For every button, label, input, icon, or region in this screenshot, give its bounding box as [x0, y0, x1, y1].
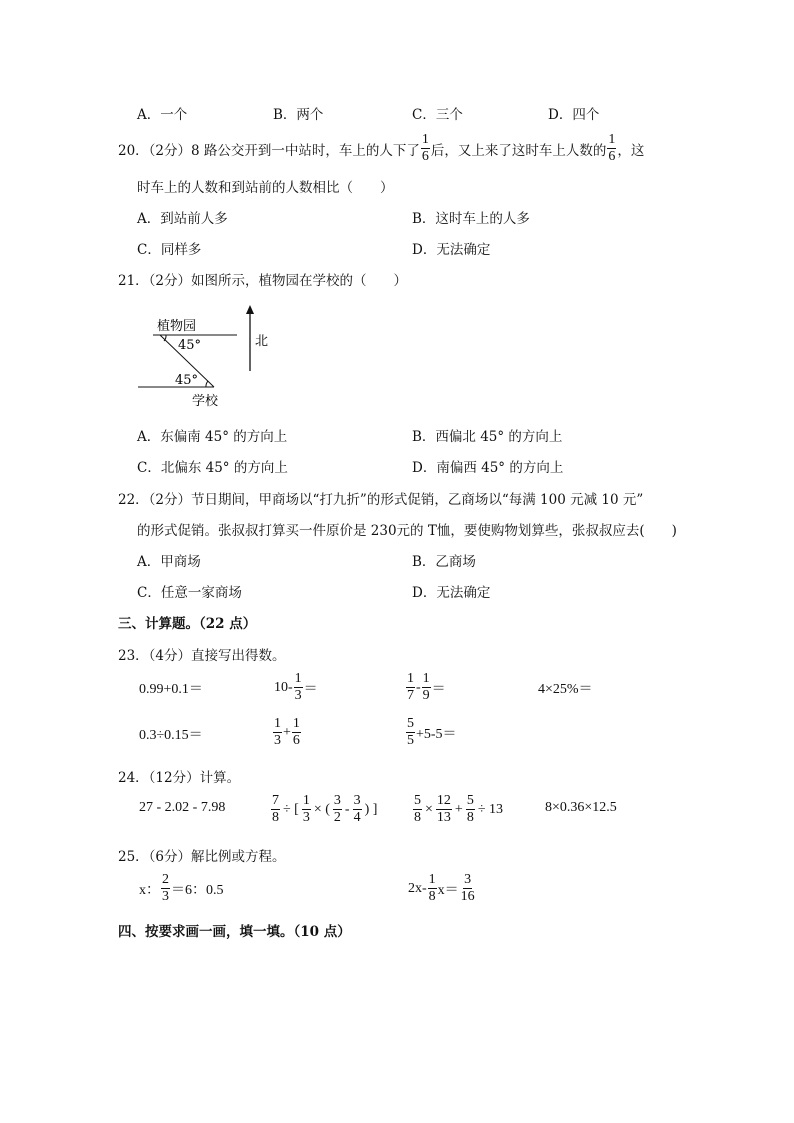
- q20-fraction-2: $\frac{1}{6}$: [608, 132, 616, 164]
- q23-expr-4: 4×25%＝: [538, 682, 593, 697]
- q23-expr-7: $\frac{5}{5}$ +5-5＝: [407, 716, 457, 748]
- q21-option-b: B．西偏北 45° 的方向上: [412, 429, 563, 445]
- q20-fraction-1: $\frac{1}{6}$: [421, 132, 429, 164]
- q24-expr-2: $\frac{7}{8}$ ÷ [ $\frac{1}{3}$ × ( $\frac{3}{2}$ - $\frac{3}{4}$ ) ]: [272, 793, 378, 825]
- q23-stem: 23．（4分）直接写出得数。: [118, 648, 286, 664]
- q20-text-mid: 后，又上来了这时车上人数的: [430, 142, 607, 159]
- q20-option-c: C．同样多: [137, 242, 202, 258]
- section-4-heading: 四、按要求画一画，填一填。（10 点）: [118, 924, 351, 940]
- q24-expr-1: 27 - 2.02 - 7.98: [139, 800, 226, 815]
- q24-expr-4: 8×0.36×12.5: [545, 800, 617, 815]
- q19-option-a: A．一个: [137, 107, 188, 123]
- q24-expr-3: $\frac{5}{8}$ × $\frac{12}{13}$ + $\frac{5}{8}$ ÷ 13: [414, 793, 503, 825]
- q19-option-c: C．三个: [412, 107, 463, 123]
- q21-option-d: D．南偏西 45° 的方向上: [412, 460, 564, 476]
- q20-text-end: ，这: [617, 142, 645, 159]
- q20-text-start: 20．（2分）8 路公交开到一中站时，车上的人下了: [118, 142, 420, 159]
- angle-arc-bottom: [206, 381, 208, 387]
- q25-expr-1: x： $\frac{2}{3}$ ＝6：0.5: [139, 872, 224, 904]
- north-label: 北: [255, 334, 269, 349]
- angle-top-label: 45°: [178, 338, 202, 353]
- q22-option-c: C．任意一家商场: [137, 585, 242, 601]
- q21-stem: 21．（2分）如图所示，植物园在学校的（ ）: [118, 273, 408, 289]
- q22-option-d: D．无法确定: [412, 585, 491, 601]
- q22-stem-line1: 22．（2分）节日期间，甲商场以“打九折”的形式促销，乙商场以“每满 100 元减 10 元”: [118, 492, 644, 508]
- q23-expr-2: 10- $\frac{1}{3}$ ＝: [274, 671, 318, 703]
- q25-expr-2: 2x- $\frac{1}{8}$ x＝ $\frac{3}{16}$: [408, 872, 475, 904]
- q25-stem: 25．（6分）解比例或方程。: [118, 849, 286, 865]
- q21-option-a: A．东偏南 45° 的方向上: [137, 429, 288, 445]
- q22-option-a: A．甲商场: [137, 554, 201, 570]
- angle-bottom-label: 45°: [175, 373, 199, 388]
- q20-option-d: D．无法确定: [412, 242, 491, 258]
- q24-stem: 24．（12分）计算。: [118, 770, 241, 786]
- q23-expr-1: 0.99+0.1＝: [139, 682, 203, 697]
- q19-option-b: B．两个: [273, 107, 324, 123]
- q23-expr-3: $\frac{1}{7}$ - $\frac{1}{9}$ ＝: [407, 671, 446, 703]
- q23-expr-6: $\frac{1}{3}$ + $\frac{1}{6}$: [274, 716, 300, 748]
- q20-stem-line2: 时车上的人数和到站前的人数相比（ ）: [137, 180, 394, 196]
- q20-stem-line1: [118, 133, 644, 164]
- q22-stem-line2: 的形式促销。张叔叔打算买一件原价是 230元的 T恤，要使购物划算些，张叔叔应去( ): [137, 523, 677, 539]
- q22-option-b: B．乙商场: [412, 554, 476, 570]
- school-label: 学校: [192, 394, 219, 409]
- q21-direction-figure: [130, 305, 280, 415]
- garden-label: 植物园: [157, 319, 197, 334]
- q20-option-a: A．到站前人多: [137, 211, 228, 227]
- q21-option-c: C．北偏东 45° 的方向上: [137, 460, 288, 476]
- north-arrow-head: [246, 305, 254, 314]
- q23-expr-5: 0.3÷0.15＝: [139, 728, 203, 743]
- q20-option-b: B．这时车上的人多: [412, 211, 530, 227]
- section-3-heading: 三、计算题。（22 点）: [118, 616, 257, 632]
- q19-option-d: D．四个: [548, 107, 600, 123]
